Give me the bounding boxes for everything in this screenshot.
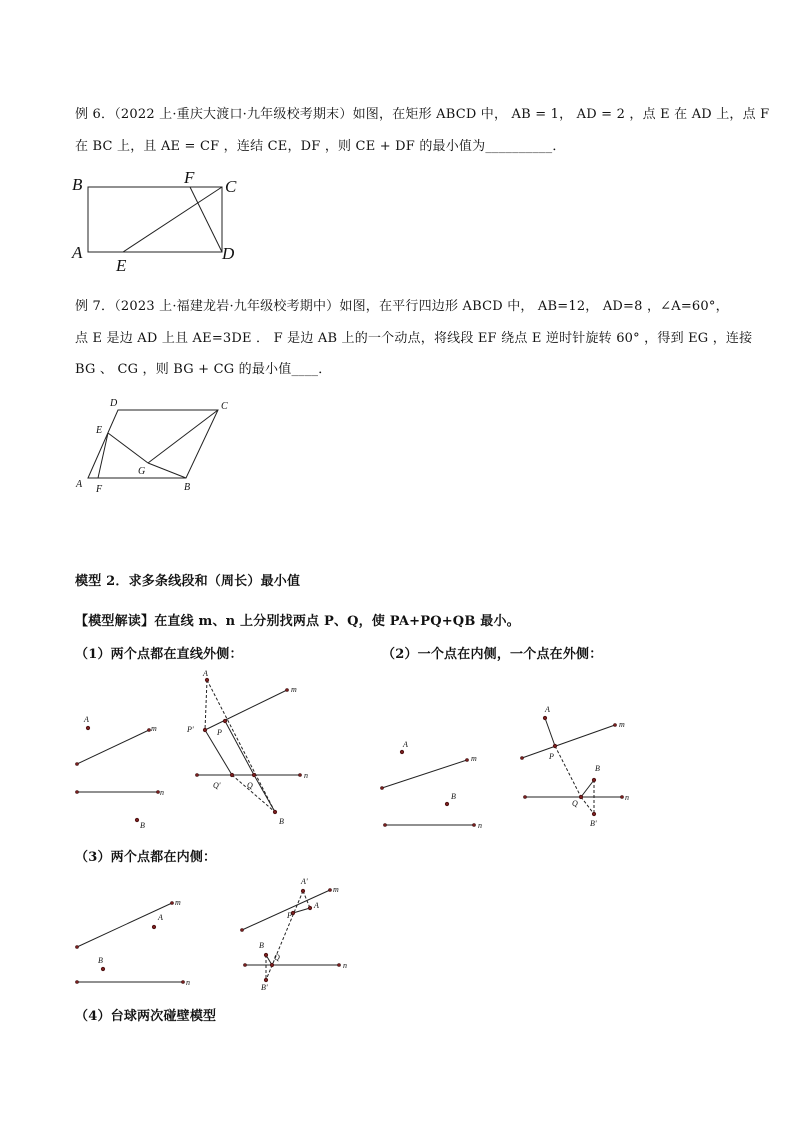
dashed-a-b [207, 680, 275, 812]
label-b: B [98, 956, 103, 965]
label-p: P [217, 728, 222, 737]
label-a: A [403, 740, 408, 749]
label-f: F [96, 484, 103, 495]
segment-gc [148, 410, 218, 463]
label-q: Q [274, 953, 280, 962]
label-aprime: A' [301, 877, 308, 886]
label-pprime: P' [187, 725, 194, 734]
point-aprime [301, 889, 305, 893]
label-n: n [160, 788, 164, 797]
label-qprime: Q' [213, 781, 221, 790]
dashed-qprime-b [232, 775, 275, 812]
case1-initial-figure [70, 710, 180, 835]
label-m: m [471, 754, 477, 763]
case1-solution-figure [185, 669, 320, 832]
label-b: B [184, 482, 191, 493]
point-m-end [171, 902, 174, 905]
case1-heading: （1）两个点都在直线外侧： [75, 647, 243, 662]
segment-q-b [254, 775, 275, 812]
point-a [152, 925, 156, 929]
ex7-parallelogram-figure [70, 393, 240, 498]
point-b [273, 810, 277, 814]
line-m [242, 890, 330, 930]
segment-ec [123, 187, 222, 252]
case2-heading: （2）一个点在内侧，一个点在外侧： [382, 647, 603, 662]
case2-initial-figure [375, 730, 490, 835]
line-m [77, 730, 149, 764]
label-m: m [333, 885, 339, 894]
label-a: A [76, 479, 83, 490]
segment-eg [108, 433, 148, 463]
label-f: F [184, 168, 195, 187]
dashed-a-pprime [205, 680, 207, 730]
label-bprime: B' [590, 819, 597, 828]
label-g: G [138, 466, 146, 477]
point-m-end [466, 759, 469, 762]
point-n-start [524, 796, 527, 799]
point-m-start [521, 757, 524, 760]
segment-ef [98, 433, 108, 478]
point-m-end [329, 889, 332, 892]
dashed-q-bprime [581, 797, 594, 814]
case4-heading: （4）台球两次碰壁模型 [75, 1009, 217, 1024]
case3-heading: （3）两个点都在内侧： [75, 850, 217, 865]
point-m-start [76, 946, 79, 949]
point-n-start [196, 774, 199, 777]
point-pprime [203, 728, 207, 732]
point-n-start [244, 964, 247, 967]
label-a: A [203, 669, 208, 678]
point-m-start [381, 787, 384, 790]
point-m-start [241, 929, 244, 932]
line-m [522, 725, 615, 758]
label-e: E [116, 256, 127, 275]
point-b [101, 967, 105, 971]
point-p [553, 744, 557, 748]
segment-q-b [581, 780, 594, 797]
rectangle-abcd [88, 187, 222, 252]
point-a [308, 906, 312, 910]
label-n: n [304, 771, 308, 780]
model2-intro-text: 【模型解读】在直线 m、n 上分别找两点 P、Q，使 PA+PQ+QB 最小。 [75, 614, 520, 629]
label-n: n [343, 961, 347, 970]
segment-gb [148, 463, 186, 478]
point-m-end [614, 724, 617, 727]
label-d: D [110, 398, 118, 409]
point-b [445, 802, 449, 806]
line-m [205, 690, 287, 730]
label-b: B [595, 764, 600, 773]
model2-intro [75, 610, 520, 629]
line-m [77, 903, 172, 947]
case3-solution-figure [235, 872, 360, 992]
dashed-p-q [555, 746, 581, 797]
line-m [382, 760, 467, 788]
label-b: B [72, 175, 83, 194]
point-n-start [76, 981, 79, 984]
label-a: A [545, 705, 550, 714]
ex7-text-line2: 点 E 是边 AD 上且 AE=3DE ． F 是边 AB 上的一个动点，将线段 EF 绕点 E 逆时针旋转 60° ，得到 EG ，连接 [75, 331, 753, 346]
label-bprime: B' [261, 983, 268, 992]
label-e: E [96, 425, 103, 436]
label-a: A [158, 913, 163, 922]
label-c: C [221, 401, 228, 412]
label-b: B [279, 817, 284, 826]
point-a [205, 678, 209, 682]
point-p [223, 719, 227, 723]
model2-title: 模型 2．求多条线段和（周长）最小值 [75, 574, 301, 589]
case2-solution-figure [515, 700, 640, 835]
point-n-end [299, 774, 302, 777]
label-q: Q [572, 799, 578, 808]
point-qprime [230, 773, 234, 777]
label-a: A [72, 243, 83, 262]
label-p: P [287, 911, 292, 920]
label-n: n [625, 793, 629, 802]
ex6-rectangle-figure [60, 165, 260, 275]
point-m-start [76, 763, 79, 766]
label-n: n [478, 821, 482, 830]
label-c: C [225, 177, 237, 196]
point-n-start [384, 824, 387, 827]
label-m: m [619, 720, 625, 729]
label-b: B [259, 941, 264, 950]
point-a [86, 726, 90, 730]
label-p: P [549, 752, 554, 761]
label-a: A [84, 715, 89, 724]
point-q [270, 963, 274, 967]
point-n-end [473, 824, 476, 827]
point-n-end [182, 981, 185, 984]
label-n: n [186, 978, 190, 987]
label-m: m [291, 685, 297, 694]
point-bprime [264, 978, 268, 982]
point-n-end [621, 796, 624, 799]
segment-p-a [293, 908, 310, 913]
segment-p-q [225, 721, 254, 775]
ex7-text-line1: 例 7．（2023 上·福建龙岩·九年级校考期中）如图，在平行四边形 ABCD 中， AB=12， AD=8 ，∠A=60°， [75, 299, 729, 314]
label-a: A [314, 901, 319, 910]
parallelogram-abcd [88, 410, 218, 478]
label-m: m [175, 898, 181, 907]
point-q [579, 795, 583, 799]
label-m: m [151, 724, 157, 733]
point-bprime [592, 812, 596, 816]
segment-fd [190, 187, 222, 252]
point-b [264, 953, 268, 957]
point-b [592, 778, 596, 782]
point-b [135, 818, 139, 822]
ex6-text-line2: 在 BC 上，且 AE = CF ，连结 CE，DF ，则 CE + DF 的最小值为__________． [75, 139, 566, 154]
label-b: B [451, 792, 456, 801]
segment-a-p [545, 718, 555, 746]
ex6-text-line1: 例 6．（2022 上·重庆大渡口·九年级校考期末）如图，在矩形 ABCD 中， AB = 1， AD = 2 ，点 E 在 AD 上，点 F [75, 107, 770, 122]
point-n-end [338, 964, 341, 967]
ex7-text-line3: BG 、 CG ，则 BG + CG 的最小值____． [75, 362, 332, 377]
point-q [252, 773, 256, 777]
point-n-start [76, 791, 79, 794]
label-q: Q [247, 781, 253, 790]
label-d: D [222, 244, 235, 263]
point-a [400, 750, 404, 754]
label-b: B [140, 821, 145, 830]
point-m-end [286, 689, 289, 692]
case3-initial-figure [70, 893, 200, 993]
point-a [543, 716, 547, 720]
